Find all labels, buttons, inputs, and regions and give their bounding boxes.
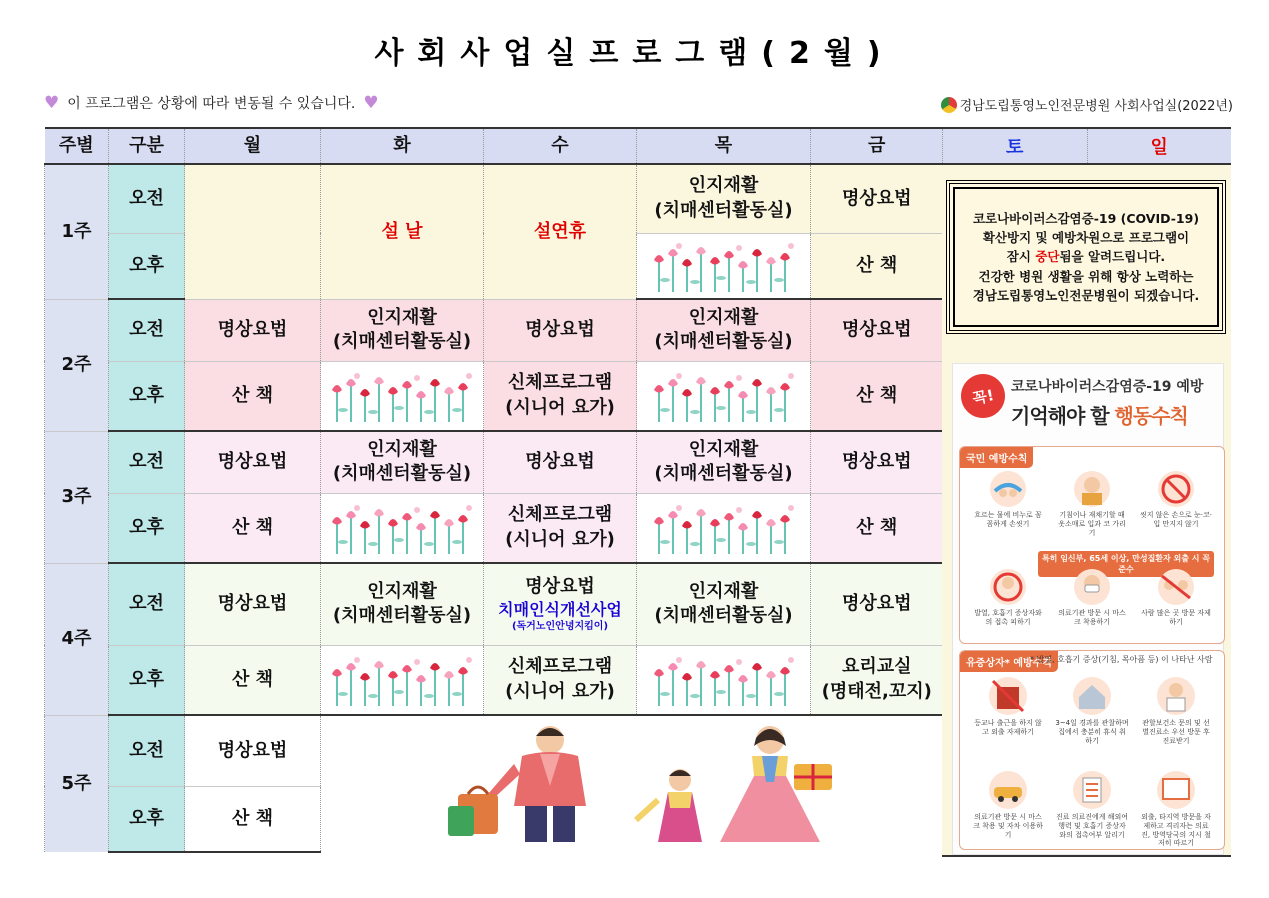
cell-wed-am: 명상요법 — [484, 299, 637, 361]
rule-item — [1139, 469, 1213, 537]
rule-item — [971, 469, 1045, 537]
tulip-illustration — [651, 502, 797, 554]
cell-mon-am: 명상요법 — [185, 563, 321, 645]
cell-thu-pm — [637, 361, 811, 431]
program-name: 인지재활 — [688, 580, 759, 602]
poster-title-highlight: 행동수칙 — [1114, 404, 1188, 428]
covid-highlight: 중단 — [1035, 249, 1060, 265]
program-name: 인지재활 — [688, 175, 759, 197]
cell-mon-pm: 산 책 — [185, 645, 321, 715]
rule-item — [1055, 567, 1129, 627]
cell-fri-am: 명상요법 — [811, 431, 943, 493]
section-label: 국민 예방수칙 — [960, 447, 1033, 468]
program-place: (치매센터활동실) — [332, 463, 472, 485]
cell-wed-holiday — [484, 164, 637, 299]
rule-text: 사람 많은 곳 방문 자제하기 — [1141, 609, 1211, 626]
program-name: 명상요법 — [525, 575, 595, 597]
hospital-logo-icon — [941, 97, 957, 113]
part-am: 오전 — [109, 164, 185, 233]
stay-home-icon — [983, 675, 1033, 717]
part-pm: 오후 — [109, 361, 185, 431]
poster-badge: 꼭! — [957, 370, 1009, 422]
tulip-illustration — [329, 370, 475, 422]
poster-title-main: 기억해야 할 — [1011, 404, 1115, 428]
rule-text: 외출, 타지역 방문을 자제하고 격리자는 의료진, 방역당국의 지시 철저히 따르기 — [1141, 813, 1211, 848]
rule-text: 흐르는 물에 비누로 꼼꼼하게 손씻기 — [974, 511, 1042, 528]
organization-text: 경남도립통영노인전문병원 사회사업실(2022년) — [959, 99, 1233, 114]
heart-icon: ♥ — [44, 93, 60, 113]
notice — [44, 93, 379, 113]
table-row — [45, 645, 943, 715]
tulip-illustration — [651, 654, 797, 706]
table-row — [45, 361, 943, 431]
tulip-illustration — [329, 502, 475, 554]
covid-line: 확산방지 및 예방차원으로 프로그램이 — [982, 229, 1190, 245]
covid-line: 경남도립통영노인전문병원이 되겠습니다. — [972, 288, 1200, 304]
program-sub-note: (독거노인안녕지킴이) — [511, 621, 609, 633]
cell-tue-am — [321, 431, 484, 493]
rule-text: 씻지 않은 손으로 눈·코·입 만지지 않기 — [1140, 511, 1212, 528]
handwash-icon — [983, 469, 1033, 509]
holiday-text: 설 날 — [381, 220, 423, 242]
holiday-text: 설연휴 — [533, 220, 587, 242]
program-detail: (시니어 요가) — [505, 680, 615, 702]
rule-item — [1139, 567, 1213, 627]
program-place: (치매센터활동실) — [654, 331, 793, 353]
rule-item — [1055, 675, 1129, 745]
cell-thu-am — [637, 563, 811, 645]
cell-thu-am — [637, 299, 811, 361]
covid-line — [973, 247, 1199, 266]
program-name: 인지재활 — [688, 306, 759, 328]
cell-tue-holiday — [321, 164, 484, 299]
table-row — [45, 164, 943, 233]
program-sub: 치매인식개선사업 — [498, 599, 622, 619]
rule-row — [966, 769, 1218, 848]
rule-text: 기침이나 재채기할 때 옷소매로 입과 코 가리기 — [1058, 511, 1126, 537]
header-row — [45, 128, 943, 164]
part-am: 오전 — [109, 563, 185, 645]
cell-tue-am — [321, 299, 484, 361]
part-pm: 오후 — [109, 493, 185, 563]
cell-fri-pm — [811, 645, 943, 715]
header-sat: 토 — [942, 129, 1088, 163]
rule-ribbon: 특히 임신부, 65세 이상, 만성질환자 외출 시 꼭 준수 — [1038, 551, 1214, 577]
header-fri: 금 — [811, 128, 943, 164]
tulip-illustration — [651, 370, 797, 422]
poster-header — [959, 368, 1221, 438]
cell-thu-pm — [637, 493, 811, 563]
covid-line: 코로나바이러스감염증-19 (COVID-19) — [972, 210, 1200, 226]
rule-item — [1139, 769, 1213, 848]
cell-mon-am: 명상요법 — [185, 431, 321, 493]
weekend-panel — [942, 127, 1231, 855]
weekend-body — [942, 165, 1231, 857]
heart-icon: ♥ — [363, 93, 379, 113]
cell-fri-am: 명상요법 — [811, 164, 943, 233]
cell-tue-am — [321, 563, 484, 645]
cell-fri-pm: 산 책 — [811, 233, 943, 299]
table-row — [45, 563, 943, 645]
cell-tue-pm — [321, 493, 484, 563]
program-name: 신체프로그램 — [507, 504, 613, 526]
tulip-illustration — [329, 654, 475, 706]
cell-fri-am: 명상요법 — [811, 563, 943, 645]
car-icon — [983, 769, 1033, 811]
program-place: (치매센터활동실) — [654, 199, 793, 221]
cell-thu-am — [637, 164, 811, 233]
cell-mon-am: 명상요법 — [185, 715, 321, 786]
section-note: * 발열, 호흡기 증상(기침, 목아픔 등) 이 나타난 사람 — [1030, 655, 1213, 664]
cell-thu-am — [637, 431, 811, 493]
program-name: 인지재활 — [367, 306, 437, 328]
header-sun: 일 — [1150, 137, 1168, 158]
no-crowd-icon — [1151, 567, 1201, 607]
cell-mon-pm: 산 책 — [185, 786, 321, 852]
program-name: 인지재활 — [367, 580, 437, 602]
header-thu: 목 — [637, 128, 811, 164]
rule-text: 의료기관 방문 시 마스크 착용하기 — [1058, 609, 1126, 626]
covid-text: 됨을 알려드립니다. — [1059, 249, 1166, 265]
cell-mon-pm: 산 책 — [185, 361, 321, 431]
poster-subtitle: 코로나바이러스감염증-19 예방 — [1011, 379, 1204, 395]
cell-wed-am — [484, 563, 637, 645]
part-am: 오전 — [109, 299, 185, 361]
cell-thu-pm — [637, 645, 811, 715]
header-week: 주별 — [45, 128, 109, 164]
covid-line: 건강한 병원 생활을 위해 항상 노력하는 — [978, 268, 1194, 284]
section-label: 유증상자* 예방수칙 — [960, 651, 1058, 672]
program-name: 신체프로그램 — [507, 656, 613, 678]
page-title: 사회사업실프로그램(2월) — [374, 36, 895, 71]
program-place: (치매센터활동실) — [332, 605, 472, 627]
header-mon: 월 — [185, 128, 321, 164]
covid-text: 잠시 — [1006, 249, 1036, 265]
header-wed: 수 — [484, 128, 637, 164]
program-detail: (명태전,꼬지) — [821, 680, 932, 702]
cough-icon — [1067, 469, 1117, 509]
family-illustration — [390, 724, 874, 844]
table-row — [45, 431, 943, 493]
rule-row — [966, 675, 1218, 745]
mask-icon — [1067, 567, 1117, 607]
cell-thu-pm — [637, 233, 811, 299]
cell-fri-pm: 산 책 — [811, 493, 943, 563]
cell-tue-pm — [321, 645, 484, 715]
family-illustration-cell — [321, 715, 943, 852]
week-label: 2주 — [45, 299, 109, 431]
header-tue: 화 — [321, 128, 484, 164]
table-row — [45, 715, 943, 786]
program-detail: (시니어 요가) — [505, 528, 615, 550]
rule-item — [971, 769, 1045, 848]
cell-fri-am: 명상요법 — [811, 299, 943, 361]
table-row — [45, 299, 943, 361]
notice-text: 이 프로그램은 상황에 따라 변동될 수 있습니다. — [67, 96, 356, 112]
doctor-icon — [1151, 675, 1201, 717]
part-pm: 오후 — [109, 645, 185, 715]
avoid-contact-icon — [983, 567, 1033, 607]
covid-notice-box — [946, 180, 1226, 334]
schedule-table — [44, 127, 943, 853]
program-place: (치매센터활동실) — [654, 605, 793, 627]
no-touch-face-icon — [1151, 469, 1201, 509]
rule-text: 등교나 출근을 하지 않고 외출 자제하기 — [974, 719, 1042, 736]
rule-item — [971, 567, 1045, 627]
week-label: 3주 — [45, 431, 109, 563]
poster-section-public — [959, 446, 1225, 644]
rule-row — [966, 469, 1218, 537]
week-label: 1주 — [45, 164, 109, 299]
program-name: 신체프로그램 — [507, 372, 613, 394]
week-label: 5주 — [45, 715, 109, 852]
rest-home-icon — [1067, 675, 1117, 717]
organization — [941, 95, 1233, 114]
rule-item — [1055, 769, 1129, 848]
rule-text: 발열, 호흡기 증상자와의 접촉 피하기 — [974, 609, 1042, 626]
weekend-header — [942, 127, 1231, 165]
notice-board-icon — [1151, 769, 1201, 811]
cell-mon-empty — [185, 164, 321, 299]
rule-item — [1055, 469, 1129, 537]
table-row — [45, 493, 943, 563]
poster-section-symptomatic — [959, 650, 1225, 850]
cell-wed-pm — [484, 361, 637, 431]
checklist-icon — [1067, 769, 1117, 811]
cell-fri-pm: 산 책 — [811, 361, 943, 431]
rule-text: 3~4일 경과를 관찰하며 집에서 충분히 휴식 취하기 — [1055, 719, 1129, 745]
program-place: (치매센터활동실) — [654, 463, 793, 485]
rule-text: 의료기관 방문 시 마스크 착용 및 자차 이용하기 — [973, 813, 1043, 839]
program-name: 인지재활 — [367, 438, 437, 460]
tulip-illustration — [651, 240, 797, 292]
header-part: 구분 — [109, 128, 185, 164]
cell-wed-am: 명상요법 — [484, 431, 637, 493]
rule-item — [971, 675, 1045, 745]
rule-item — [1139, 675, 1213, 745]
part-pm: 오후 — [109, 233, 185, 299]
cell-wed-pm — [484, 645, 637, 715]
program-name: 요리교실 — [841, 656, 912, 678]
program-place: (치매센터활동실) — [332, 331, 472, 352]
week-label: 4주 — [45, 563, 109, 715]
rule-row — [966, 567, 1218, 627]
part-am: 오전 — [109, 715, 185, 786]
rule-text: 진료 의료진에게 해외여행력 및 호흡기 증상자와의 접촉여부 알리기 — [1055, 813, 1129, 839]
program-name: 인지재활 — [688, 438, 759, 460]
cell-tue-pm — [321, 361, 484, 431]
program-detail: (시니어 요가) — [505, 396, 615, 418]
cell-mon-am: 명상요법 — [185, 299, 321, 361]
part-am: 오전 — [109, 431, 185, 493]
covid-prevention-poster — [952, 363, 1224, 855]
poster-title — [1011, 400, 1188, 429]
rule-text: 관할보건소 문의 및 선별진료소 우선 방문 후 진료받기 — [1142, 719, 1210, 745]
cell-wed-pm — [484, 493, 637, 563]
cell-mon-pm: 산 책 — [185, 493, 321, 563]
part-pm: 오후 — [109, 786, 185, 852]
